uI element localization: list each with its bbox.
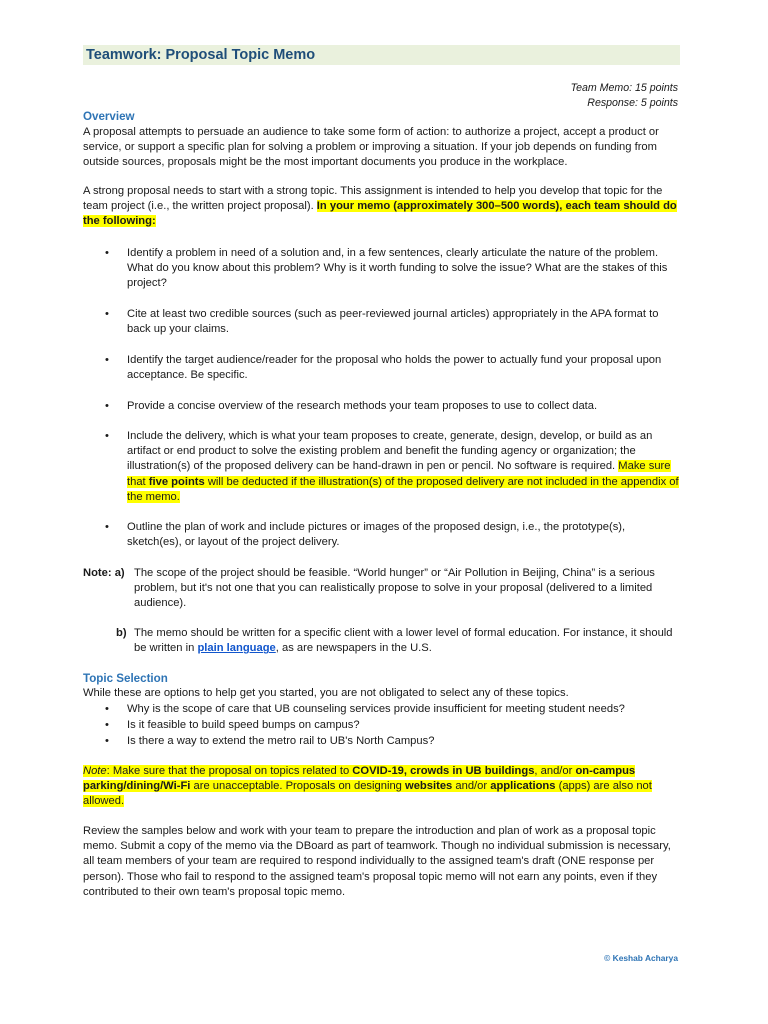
team-memo-points: Team Memo: 15 points <box>570 82 678 94</box>
overview-heading: Overview <box>83 110 135 123</box>
note-word: Note <box>83 765 107 777</box>
delivery-warning-start: Make sure that <box>127 460 671 488</box>
note-a-text: The scope of the project should be feasible. “World hunger” or “Air Pollution in Beijing, China” is a serious problem, but it's not one that you can realistically propose to solve in your proposal (delivered to a limited audience). <box>134 567 655 610</box>
requirement-bullet-delivery <box>127 429 680 505</box>
warning-bold-4: applications <box>490 780 556 793</box>
topic-option-1: • Why is the scope of care that UB counseling services provide insufficient for meeting student needs? <box>127 702 680 717</box>
word-count-instruction: In your memo (approximately 300–500 words), each team should do the following: <box>83 200 677 228</box>
warning-text-3: are unacceptable. Proposals on designing <box>190 780 405 793</box>
warning-text-5: (apps) are also not allowed. <box>83 780 652 808</box>
closing-paragraph: Review the samples below and work with your team to prepare the introduction and plan of work as a proposal topic memo. Submit a copy of the memo via the DBoard as part of teamwork. Though no individual submission is necessary, all team members of your team are required to respond individually to the assigned team's draft (ONE response per person). Those who fail to respond to the assigned team's proposal topic memo will not earn any points, even if they contributed to their own team's proposal topic memo. <box>83 825 671 898</box>
warning-text-4: and/or <box>452 780 491 793</box>
note-b-text <box>134 626 680 656</box>
requirement-bullet-problem: • Identify a problem in need of a solution and, in a few sentences, clearly articulate the nature of the problem. What do you know about this problem? Why is it worth funding to solve the issue? What are the stakes of this project? <box>127 246 680 292</box>
requirement-bullet-methods: • Provide a concise overview of the research methods your team proposes to use to collect data. <box>127 399 680 414</box>
note-b-text-start: The memo should be written for a specific client with a lower level of formal education. For instance, it should be written in <box>134 627 673 655</box>
unacceptable-topics-note <box>83 764 683 810</box>
warning-text-1: : Make sure that the proposal on topics related to <box>106 765 353 777</box>
five-points-text: five points <box>148 475 205 488</box>
plain-language-link[interactable]: plain language <box>197 642 276 655</box>
overview-paragraph-2-text: A strong proposal needs to start with a strong topic. This assignment is intended to help you develop that topic for the team project (i.e., the written project proposal). <box>83 185 663 213</box>
delivery-text: Include the delivery, which is what your team proposes to create, generate, design, develop, or build as an artifact or end product to solve the existing problem and benefit the funding agency or organization; the illustration(s) of the proposed delivery can be hand-drawn in pen or pencil. No software is required. <box>127 430 653 473</box>
topic-selection-heading: Topic Selection <box>83 672 168 685</box>
points-box <box>571 81 678 111</box>
topic-selection-intro: While these are options to help get you started, you are not obligated to select any of these topics. <box>83 687 569 699</box>
requirement-bullet-audience: • Identify the target audience/reader for the proposal who holds the power to actually fund your proposal upon acceptance. Be specific. <box>127 353 680 383</box>
warning-bold-3: websites <box>405 780 453 793</box>
requirement-bullet-plan: • Outline the plan of work and include pictures or images of the proposed design, i.e., the prototype(s), sketch(es), or layout of the project delivery. <box>127 520 680 550</box>
warning-text-2: , and/or <box>534 765 576 777</box>
note-b-text-end: , as are newspapers in the U.S. <box>275 642 432 655</box>
warning-bold-2: on-campus parking/dining/Wi-Fi <box>83 765 636 793</box>
delivery-warning-end: will be deducted if the illustration(s) of the proposed delivery are not included in the appendix of the memo. <box>127 475 679 503</box>
warning-bold-1: COVID-19, crowds in UB buildings <box>352 765 535 777</box>
requirement-bullet-sources: • Cite at least two credible sources (such as peer-reviewed journal articles) appropriately in the APA format to back up your claims. <box>127 307 680 337</box>
overview-paragraph-2 <box>83 184 683 230</box>
document-title: Teamwork: Proposal Topic Memo <box>83 45 680 65</box>
topic-option-3: • Is there a way to extend the metro rail to UB's North Campus? <box>127 734 680 749</box>
overview-paragraph-1: A proposal attempts to persuade an audience to take some form of action: to authorize a project, accept a product or service, or support a specific plan for solving a problem or improving a situation. If your job depends on funding from outside sources, proposals might be the most important documents you produce in the workplace. <box>83 126 659 169</box>
topic-option-2: • Is it feasible to build speed bumps on campus? <box>127 718 680 733</box>
response-points: Response: 5 points <box>587 97 678 109</box>
unacceptable-topics-highlight <box>83 765 652 807</box>
note-b-label: b) <box>116 627 127 639</box>
note-a-label: Note: a) <box>83 567 125 579</box>
copyright-credit: © Keshab Acharya <box>604 953 678 963</box>
